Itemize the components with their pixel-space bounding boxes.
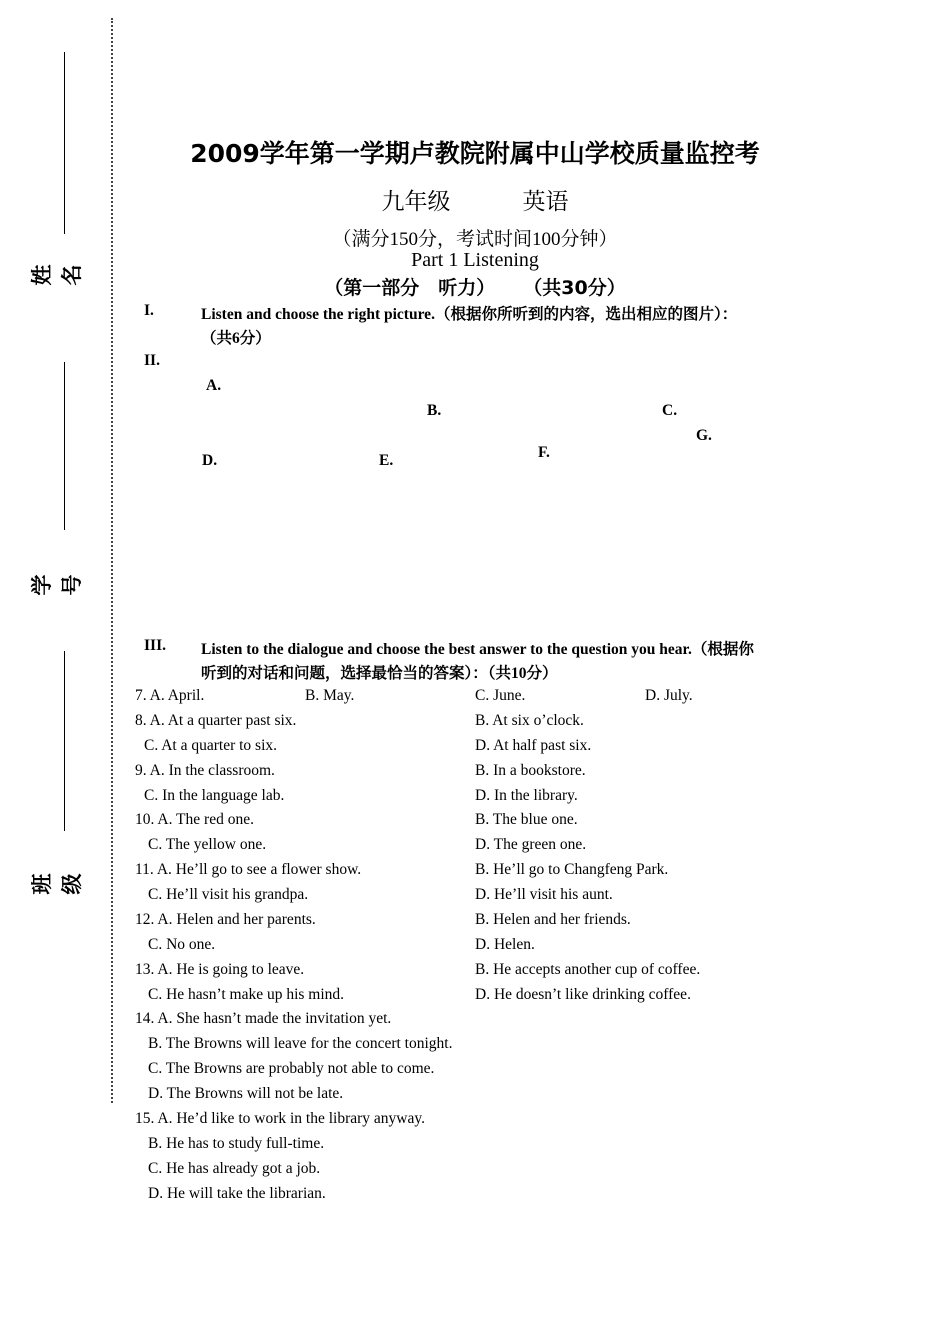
q8-option-c: C. At a quarter to six. [144,737,278,754]
picture-label-f: F. [538,444,550,461]
id-blank-line [64,362,65,530]
picture-label-e: E. [379,452,394,469]
exam-title: 2009学年第一学期卢教院附属中山学校质量监控考 [190,139,760,168]
q13-option-b: B. He accepts another cup of coffee. [475,961,701,978]
q13-option-c: C. He hasn’t make up his mind. [148,986,345,1003]
q8-option-b: B. At six o’clock. [475,712,584,729]
q11-option-c: C. He’ll visit his grandpa. [148,886,309,903]
part-name-cn: （第一部分 听力） [324,277,496,299]
picture-label-d: D. [202,452,218,469]
q12-option-d: D. Helen. [475,936,535,953]
picture-label-a: A. [206,377,222,394]
section-2-number: II. [144,352,160,369]
section-3-instruction: Listen to the dialogue and choose the best answer to the question you hear.（根据你 [201,641,754,658]
q9-option-c: C. In the language lab. [144,787,285,804]
q8-option-d: D. At half past six. [475,737,592,754]
picture-label-c: C. [662,402,678,419]
q9-option-b: B. In a bookstore. [475,762,586,779]
q10-option-b: B. The blue one. [475,811,578,828]
q9-option-d: D. In the library. [475,787,578,804]
q7-option-a: 7. A. April. [135,687,205,704]
subject-label: 英语 [522,189,569,215]
q15-option-b: B. He has to study full-time. [148,1135,325,1152]
q11-option-b: B. He’ll go to Changfeng Park. [475,861,669,878]
q15-option-d: D. He will take the librarian. [148,1185,326,1202]
part-total: （共30分） [523,277,626,299]
q7-option-b: B. May. [305,687,355,704]
q7-option-c: C. June. [475,687,526,704]
grade-label: 九年级 [381,189,451,215]
q10-option-d: D. The green one. [475,836,587,853]
q15-option-c: C. He has already got a job. [148,1160,321,1177]
q10-option-a: 10. A. The red one. [135,811,254,828]
picture-label-b: B. [427,402,442,419]
id-label: 学号 [30,572,84,596]
q14-option-a: 14. A. She hasn’t made the invitation yet. [135,1010,392,1027]
section-1-instruction: Listen and choose the right picture.（根据你所听到的内容，选出相应的图片）： [201,306,738,323]
part-heading-cn [0,273,950,300]
q14-option-d: D. The Browns will not be late. [148,1085,344,1102]
class-blank-line [64,651,65,831]
q11-option-a: 11. A. He’ll go to see a flower show. [135,861,362,878]
class-label: 班级 [30,871,84,895]
exam-subtitle [0,183,950,216]
picture-label-g: G. [696,427,712,444]
q8-option-a: 8. A. At a quarter past six. [135,712,297,729]
q12-option-c: C. No one. [148,936,216,953]
section-1-points: （共6分） [201,330,271,347]
section-1-number: I. [144,302,154,319]
part-heading: Part 1 Listening [411,249,539,271]
q9-option-a: 9. A. In the classroom. [135,762,275,779]
q12-option-a: 12. A. Helen and her parents. [135,911,316,928]
name-label: 姓名 [30,262,84,286]
q14-option-b: B. The Browns will leave for the concert tonight. [148,1035,453,1052]
q12-option-b: B. Helen and her friends. [475,911,631,928]
q13-option-d: D. He doesn’t like drinking coffee. [475,986,691,1003]
q15-option-a: 15. A. He’d like to work in the library anyway. [135,1110,425,1127]
q11-option-d: D. He’ll visit his aunt. [475,886,613,903]
binding-dotted-line [111,18,113,1103]
q14-option-c: C. The Browns are probably not able to come. [148,1060,435,1077]
section-3-number: III. [144,637,166,654]
q7-option-d: D. July. [645,687,693,704]
q13-option-a: 13. A. He is going to leave. [135,961,305,978]
q10-option-c: C. The yellow one. [148,836,267,853]
score-note: （满分150分，考试时间100分钟） [332,229,618,250]
section-3-instruction-cont: 听到的对话和问题，选择最恰当的答案）：（共10分） [201,665,558,682]
